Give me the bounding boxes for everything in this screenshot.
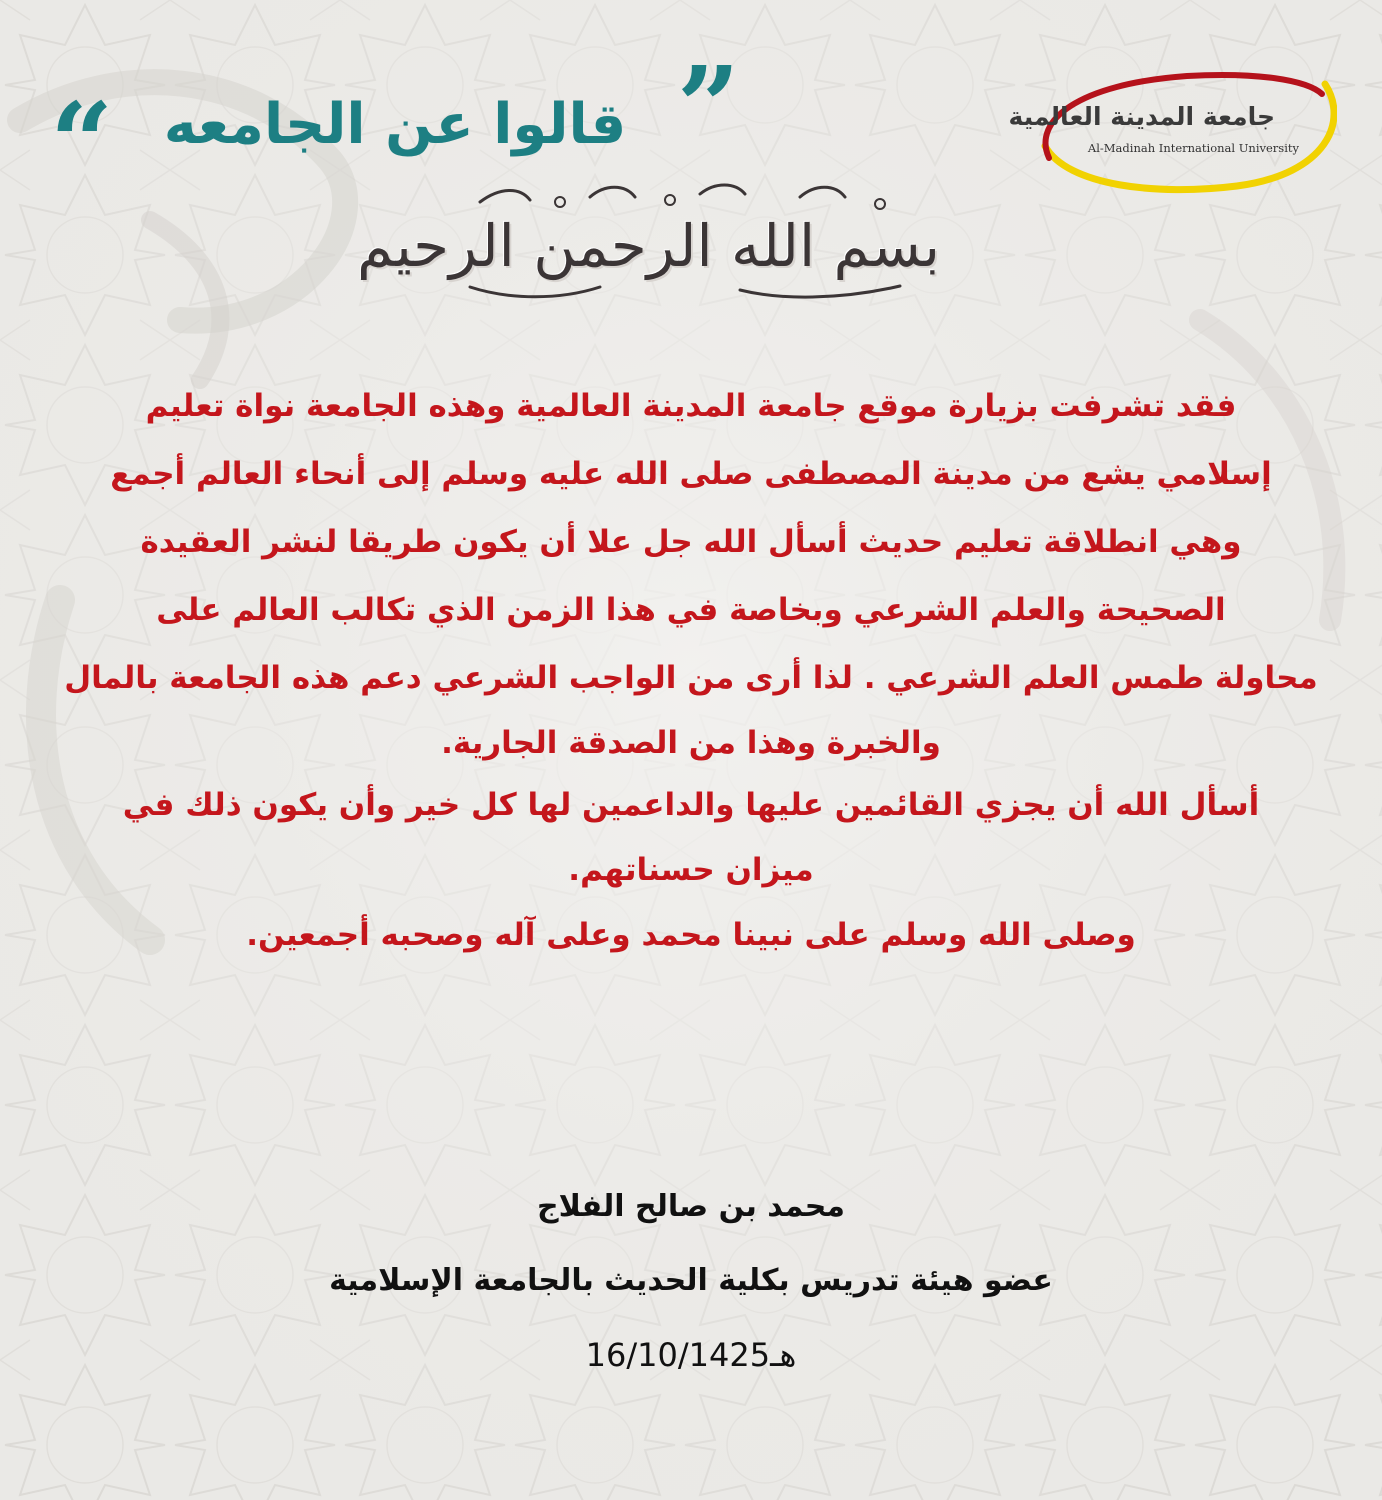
signatory-name: محمد بن صالح الفلاج [537, 1189, 845, 1224]
body-line: فقد تشرفت بزيارة موقع جامعة المدينة العالمية وهذه الجامعة نواة تعليم [145, 388, 1237, 424]
quote-open-icon: ” [676, 42, 740, 171]
body-line: أسأل الله أن يجزي القائمين عليها والداعمين لها كل خير وأن يكون ذلك في [122, 787, 1260, 823]
body-line: إسلامي يشع من مدينة المصطفى صلى الله عليه وسلم إلى أنحاء العالم أجمع [110, 456, 1272, 492]
basmala [357, 182, 940, 302]
body-line: وصلى الله وسلم على نبينا محمد وعلى آله وصحبه أجمعين. [246, 917, 1136, 953]
body-line: والخبرة وهذا من الصدقة الجارية. [441, 725, 941, 761]
body-line: ميزان حسناتهم. [568, 852, 814, 888]
signatory-role: عضو هيئة تدريس بكلية الحديث بالجامعة الإسلامية [329, 1263, 1053, 1298]
body-line: الصحيحة والعلم الشرعي وبخاصة في هذا الزمن الذي تكالب العالم على [156, 592, 1226, 628]
body-line: وهي انطلاقة تعليم حديث أسأل الله جل علا أن يكون طريقا لنشر العقيدة [140, 524, 1242, 560]
page-title [50, 42, 740, 207]
logo-arc-icon [1037, 66, 1337, 196]
logo-english-name: Al-Madinah International University [1087, 141, 1299, 155]
title-text: قالوا عن الجامعه [163, 92, 627, 157]
signature-block [0, 1170, 1382, 1392]
university-logo[interactable] [1008, 66, 1337, 196]
testimonial-body [35, 372, 1347, 966]
body-line: محاولة طمس العلم الشرعي . لذا أرى من الواجب الشرعي دعم هذه الجامعة بالمال [64, 660, 1318, 696]
basmala-text: بسم الله الرحمن الرحيم [357, 212, 940, 280]
logo-arabic-name: جامعة المدينة العالمية [1008, 102, 1275, 131]
signature-date: 16/10/1425هـ [585, 1336, 797, 1374]
quote-close-icon: “ [50, 78, 114, 207]
